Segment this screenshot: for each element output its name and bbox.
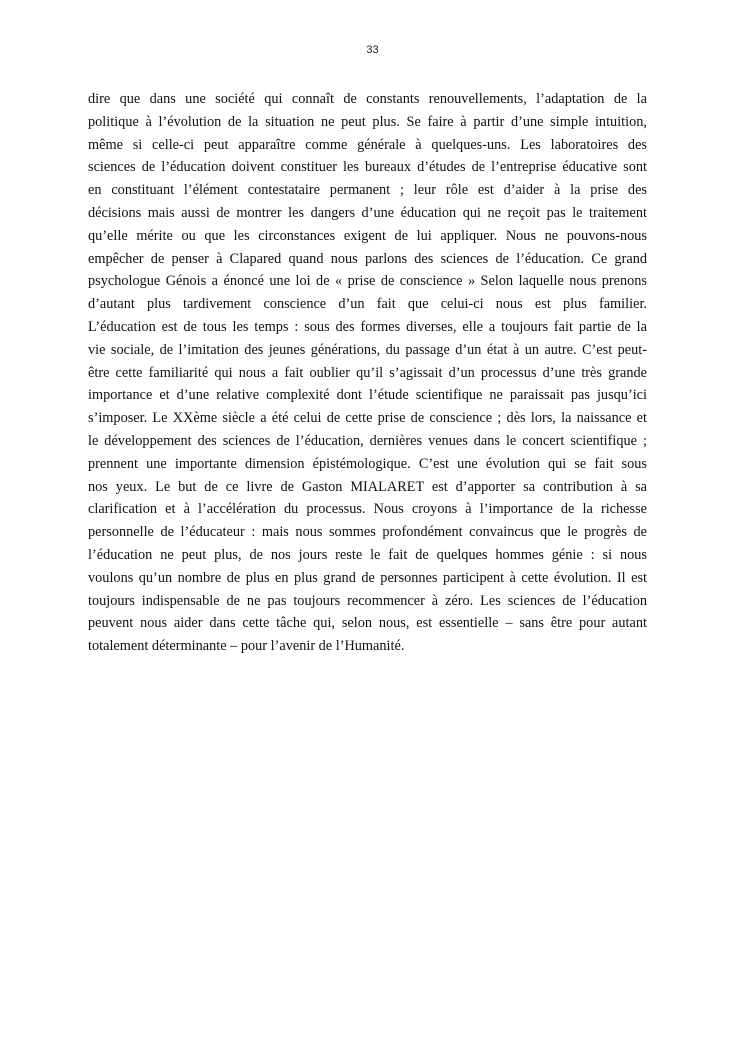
- text-line: totalement déterminante – pour l’avenir de l’Humanité.: [88, 638, 405, 655]
- text-line: toujours indispensable de ne pas toujours recommencer à zéro. Les sciences de l’éducation: [88, 592, 647, 609]
- text-line: même si celle-ci peut apparaître comme générale à quelques-uns. Les laboratoires des: [88, 136, 647, 153]
- text-line: peuvent nous aider dans cette tâche qui, selon nous, est essentielle – sans être pour autant: [88, 615, 647, 632]
- text-line: personnelle de l’éducateur : mais nous sommes profondément convaincus que le progrès de: [88, 524, 647, 541]
- text-line: dire que dans une société qui connaît de constants renouvellements, l’adaptation de la: [88, 91, 647, 107]
- text-line: politique à l’évolution de la situation ne peut plus. Se faire à partir d’une simple intuition,: [88, 113, 647, 130]
- text-line: être cette familiarité qui nous a fait oublier qu’il s’agissait d’un processus d’une très grande: [88, 364, 647, 381]
- text-line: s’imposer. Le XXème siècle a été celui de cette prise de conscience ; dès lors, la naissance et: [88, 410, 647, 427]
- text-line: en constituant l’élément contestataire permanent ; leur rôle est d’aider à la prise des: [88, 182, 647, 199]
- text-line: psychologue Génois a énoncé une loi de « prise de conscience » Selon laquelle nous prenons: [88, 273, 647, 290]
- text-line: clarification et à l’accélération du processus. Nous croyons à l’importance de la richesse: [88, 501, 647, 518]
- body-paragraph: [88, 88, 647, 658]
- text-line: vie sociale, de l’imitation des jeunes générations, du passage d’un état à un autre. C’est peut-: [88, 341, 647, 358]
- text-line: L’éducation est de tous les temps : sous des formes diverses, elle a toujours fait partie de la: [88, 318, 647, 335]
- text-line: nos yeux. Le but de ce livre de Gaston MIALARET est d’apporter sa contribution à sa: [88, 478, 647, 495]
- text-line: décisions mais aussi de montrer les dangers d’une éducation qui ne reçoit pas le traitement: [88, 204, 647, 221]
- page-number: 33: [366, 44, 379, 56]
- text-line: le développement des sciences de l’éducation, dernières venues dans le concert scientifique ;: [88, 432, 647, 449]
- text-line: voulons qu’un nombre de plus en plus grand de personnes participent à cette évolution. Il est: [88, 569, 647, 586]
- text-line: d’autant plus tardivement conscience d’un fait que celui-ci nous est plus familier.: [88, 296, 647, 313]
- text-line: prennent une importante dimension épistémologique. C’est une évolution qui se fait sous: [88, 455, 647, 472]
- text-line: importance et d’une relative complexité dont l’étude scientifique ne paraissait pas jusqu’ici: [88, 387, 647, 404]
- text-line: sciences de l’éducation doivent constituer les bureaux d’études de l’entreprise éducative sont: [88, 159, 647, 176]
- text-line: empêcher de penser à Clapared quand nous parlons des sciences de l’éducation. Ce grand: [88, 250, 647, 267]
- text-line: qu’elle mérite ou que les circonstances exigent de lui appliquer. Nous ne pouvons-nous: [88, 227, 647, 244]
- text-line: l’éducation ne peut plus, de nos jours reste le fait de quelques hommes génie : si nous: [88, 546, 647, 563]
